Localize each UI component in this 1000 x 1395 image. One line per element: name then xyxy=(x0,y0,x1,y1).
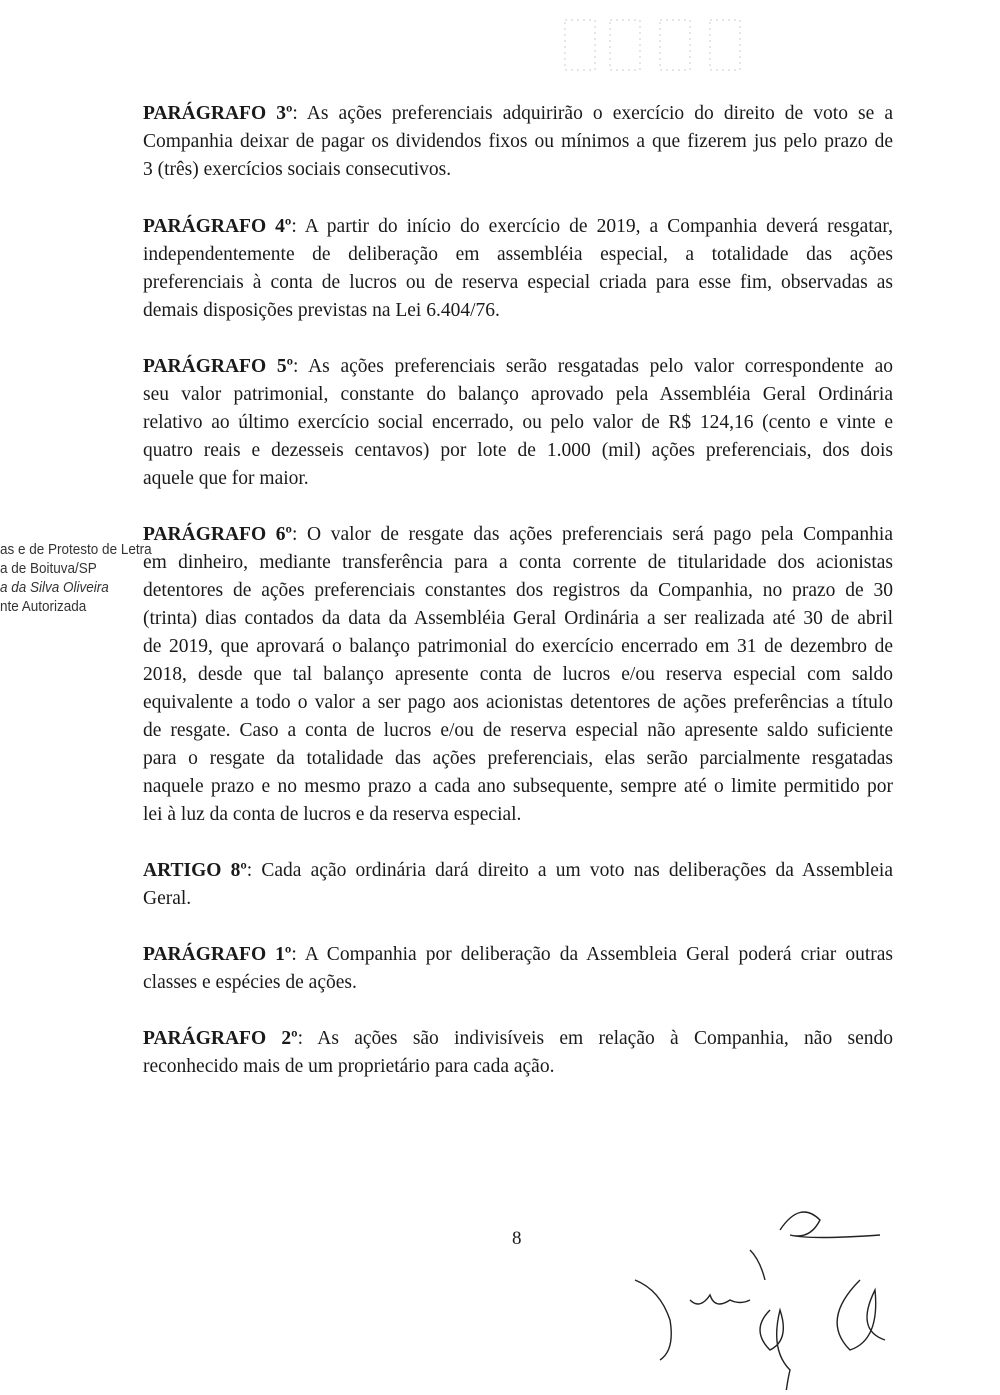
line-text: (trinta) dias contados da data da Assembléia Geral Ordinária a ser realizada até 30 de abril xyxy=(143,608,893,629)
text-line xyxy=(143,241,893,269)
paragraph xyxy=(143,941,893,997)
line-text: lei à luz da conta de lucros e da reserva especial. xyxy=(143,804,522,825)
line-text: quatro reais e dezesseis centavos) por lote de 1.000 (mil) ações preferenciais, dos dois xyxy=(143,440,893,461)
line-text: Geral. xyxy=(143,888,192,909)
paragraph xyxy=(143,353,893,493)
text-line xyxy=(143,969,893,997)
text-line xyxy=(143,633,893,661)
paragraph xyxy=(143,521,893,829)
paragraph-label: PARÁGRAFO 6º xyxy=(143,524,292,545)
text-line xyxy=(143,297,893,325)
text-line xyxy=(143,409,893,437)
text-line xyxy=(143,156,893,184)
paragraph xyxy=(143,100,893,184)
text-line xyxy=(143,857,893,885)
line-text: preferenciais à conta de lucros ou de reserva especial criada para esse fim, observadas as xyxy=(143,272,893,293)
stamp-line: as e de Protesto de Letra xyxy=(0,541,152,558)
stamp-line: a de Boituva/SP xyxy=(0,560,97,577)
text-line xyxy=(143,941,893,969)
text-line xyxy=(143,437,893,465)
paragraph-label: ARTIGO 8º xyxy=(143,860,247,881)
text-line xyxy=(143,1025,893,1053)
text-line xyxy=(143,577,893,605)
text-line xyxy=(143,269,893,297)
line-text: demais disposições previstas na Lei 6.404/76. xyxy=(143,300,500,321)
text-line xyxy=(143,521,893,549)
text-line xyxy=(143,465,893,493)
paragraph xyxy=(143,1025,893,1081)
line-text: relativo ao último exercício social encerrado, ou pelo valor de R$ 124,16 (cento e vinte e xyxy=(143,412,893,433)
line-text: : Cada ação ordinária dará direito a um voto nas deliberações da Assembleia xyxy=(246,860,893,881)
handwritten-signatures xyxy=(600,1200,900,1395)
line-text: de resgate. Caso a conta de lucros e/ou de reserva especial não apresente saldo suficiente xyxy=(143,720,893,741)
line-text: seu valor patrimonial, constante do balanço aprovado pela Assembléia Geral Ordinária xyxy=(143,384,893,405)
page-number: 8 xyxy=(512,1228,522,1249)
line-text: : O valor de resgate das ações preferenciais será pago pela Companhia xyxy=(291,524,893,545)
line-text: em dinheiro, mediante transferência para a conta corrente de titularidade dos acionistas xyxy=(143,552,893,573)
text-line xyxy=(143,605,893,633)
line-text: 2018, desde que tal balanço apresente conta de lucros e/ou reserva especial com saldo xyxy=(143,664,893,685)
line-text: 3 (três) exercícios sociais consecutivos. xyxy=(143,159,452,180)
paragraph-label: PARÁGRAFO 5º xyxy=(143,356,294,377)
paragraph-label: PARÁGRAFO 1º xyxy=(143,944,292,965)
text-line xyxy=(143,128,893,156)
line-text: : A Companhia por deliberação da Assembleia Geral poderá criar outras xyxy=(291,944,893,965)
line-text: de 2019, que aprovará o balanço patrimonial do exercício encerrado em 31 de dezembro de xyxy=(143,636,893,657)
text-line xyxy=(143,213,893,241)
text-line xyxy=(143,717,893,745)
paragraph-label: PARÁGRAFO 3º xyxy=(143,103,293,124)
line-text: naquele prazo e no mesmo prazo a cada ano subsequente, sempre até o limite permitido por xyxy=(143,776,893,797)
paragraph xyxy=(143,213,893,325)
line-text: classes e espécies de ações. xyxy=(143,972,357,993)
line-text: Companhia deixar de pagar os dividendos fixos ou mínimos a que fizerem jus pelo prazo de xyxy=(143,131,893,152)
line-text: : As ações preferenciais serão resgatadas pelo valor correspondente ao xyxy=(293,356,893,377)
paragraph xyxy=(143,857,893,913)
line-text: detentores de ações preferenciais constantes dos registros da Companhia, no prazo de 30 xyxy=(143,580,893,601)
text-line xyxy=(143,381,893,409)
text-line xyxy=(143,885,893,913)
text-line xyxy=(143,661,893,689)
text-line xyxy=(143,745,893,773)
paragraph-label: PARÁGRAFO 4º xyxy=(143,216,292,237)
line-text: : As ações preferenciais adquirirão o exercício do direito de voto se a xyxy=(292,103,894,124)
text-line xyxy=(143,801,893,829)
text-line xyxy=(143,353,893,381)
stamp-line: nte Autorizada xyxy=(0,598,87,615)
line-text: equivalente a todo o valor a ser pago aos acionistas detentores de ações preferências a título xyxy=(143,692,893,713)
text-line xyxy=(143,773,893,801)
notary-stamp xyxy=(0,540,152,616)
line-text: para o resgate da totalidade das ações preferenciais, elas serão parcialmente resgatadas xyxy=(143,748,893,769)
stamp-line: a da Silva Oliveira xyxy=(0,579,109,596)
text-line xyxy=(143,100,893,128)
line-text: reconhecido mais de um proprietário para cada ação. xyxy=(143,1056,555,1077)
line-text: aquele que for maior. xyxy=(143,468,309,489)
text-line xyxy=(143,689,893,717)
faint-stamp-watermark xyxy=(560,10,760,85)
line-text: : A partir do início do exercício de 2019, a Companhia deverá resgatar, xyxy=(291,216,893,237)
text-line xyxy=(143,1053,893,1081)
paragraph-label: PARÁGRAFO 2º xyxy=(143,1028,298,1049)
line-text: : As ações são indivisíveis em relação à Companhia, não sendo xyxy=(297,1028,893,1049)
line-text: independentemente de deliberação em assembléia especial, a totalidade das ações xyxy=(143,244,893,265)
text-line xyxy=(143,549,893,577)
